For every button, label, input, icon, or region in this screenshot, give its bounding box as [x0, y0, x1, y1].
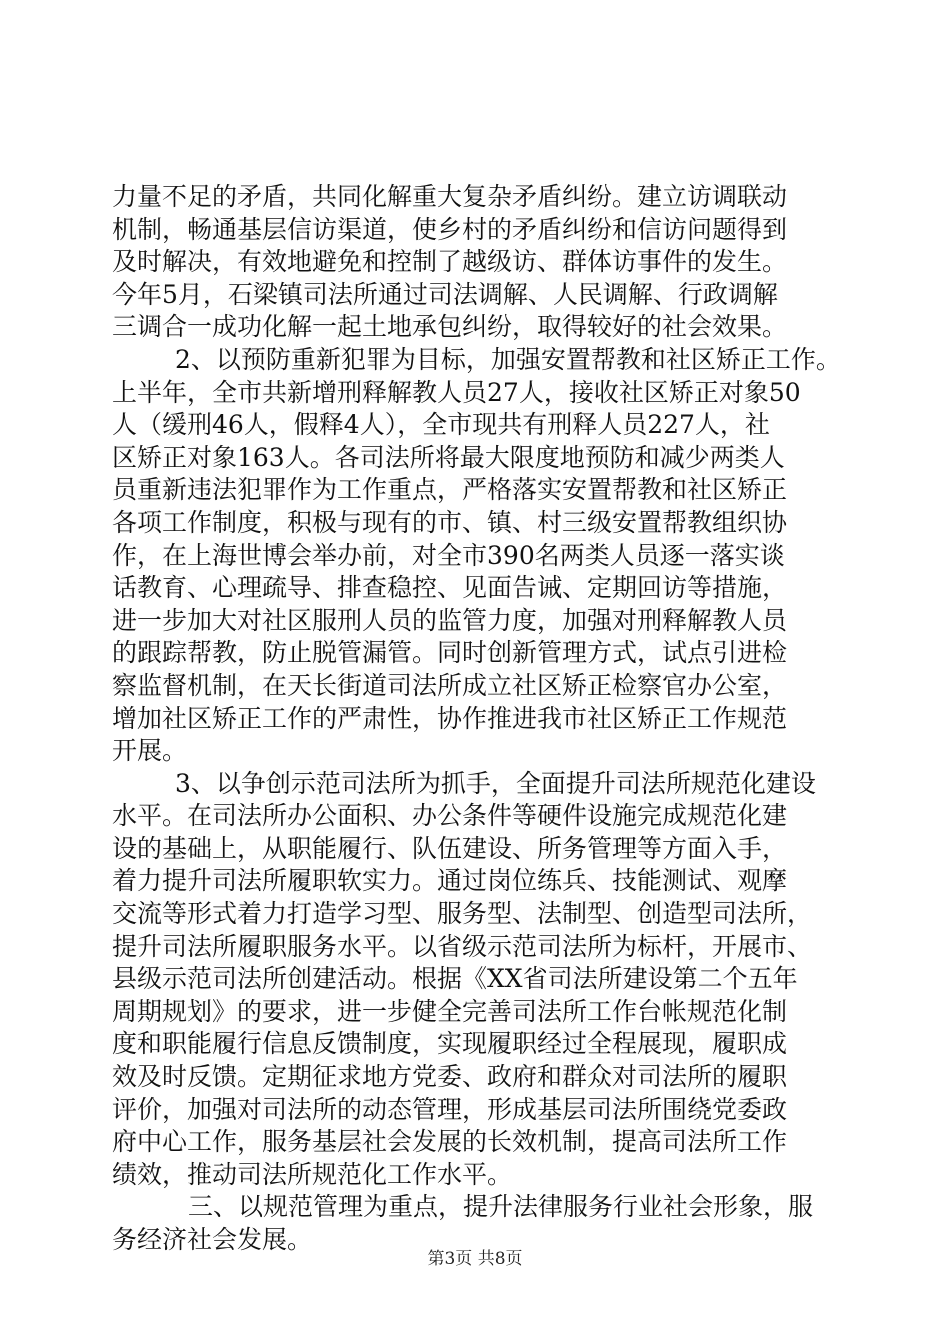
page-number-footer: 第3页 共8页 [427, 1249, 523, 1269]
text-line: 的跟踪帮教，防止脱管漏管。同时创新管理方式，试点引进检 [112, 638, 788, 668]
document-body [112, 181, 852, 1257]
text-line: 增加社区矫正工作的严肃性，协作推进我市社区矫正工作规范 [112, 703, 788, 733]
text-line: 及时解决，有效地避免和控制了越级访、群体访事件的发生。 [112, 247, 788, 277]
text-line: 效及时反馈。定期征求地方党委、政府和群众对司法所的履职 [112, 1062, 788, 1092]
text-line: 开展。 [112, 736, 188, 766]
text-line: 作，在上海世博会举办前，对全市390名两类人员逐一落实谈 [112, 540, 785, 570]
text-line: 员重新违法犯罪作为工作重点，严格落实安置帮教和社区矫正 [112, 475, 788, 505]
text-line: 察监督机制，在天长街道司法所成立社区矫正检察官办公室， [112, 670, 788, 700]
text-line: 上半年，全市共新增刑释解教人员27人，接收社区矫正对象50 [112, 377, 801, 407]
text-line: 三调合一成功化解一起土地承包纠纷，取得较好的社会效果。 [112, 312, 788, 342]
section-heading: 三、以规范管理为重点，提升法律服务行业社会形象，服 [188, 1192, 814, 1222]
text-line: 提升司法所履职服务水平。以省级示范司法所为标杆，开展市、 [112, 931, 813, 961]
text-line: 今年5月，石梁镇司法所通过司法调解、人民调解、行政调解 [112, 279, 778, 309]
text-line: 县级示范司法所创建活动。根据《XX省司法所建设第二个五年 [112, 964, 798, 994]
paragraph-heading-2: 2、以预防重新犯罪为目标，加强安置帮教和社区矫正工作。 [175, 344, 841, 374]
text-line: 绩效，推动司法所规范化工作水平。 [112, 1159, 513, 1189]
paragraph-heading-3: 3、以争创示范司法所为抓手，全面提升司法所规范化建设 [175, 768, 816, 798]
text-line: 水平。在司法所办公面积、办公条件等硬件设施完成规范化建 [112, 801, 788, 831]
text-line: 力量不足的矛盾，共同化解重大复杂矛盾纠纷。建立访调联动 [112, 182, 788, 211]
text-line: 度和职能履行信息反馈制度，实现履职经过全程展现，履职成 [112, 1029, 788, 1059]
text-line: 话教育、心理疏导、排查稳控、见面告诫、定期回访等措施， [112, 573, 788, 603]
text-line: 设的基础上，从职能履行、队伍建设、所务管理等方面入手， [112, 833, 788, 863]
text-line: 区矫正对象163人。各司法所将最大限度地预防和减少两类人 [112, 442, 785, 472]
text-line: 府中心工作，服务基层社会发展的长效机制，提高司法所工作 [112, 1127, 788, 1157]
text-line: 周期规划》的要求，进一步健全完善司法所工作台帐规范化制 [112, 996, 788, 1026]
text-line: 各项工作制度，积极与现有的市、镇、村三级安置帮教组织协 [112, 507, 788, 537]
text-line: 评价，加强对司法所的动态管理，形成基层司法所围绕党委政 [112, 1094, 788, 1124]
text-line: 进一步加大对社区服刑人员的监管力度，加强对刑释解教人员 [112, 605, 788, 635]
text-line: 人（缓刑46人，假释4人），全市现共有刑释人员227人，社 [112, 410, 770, 440]
text-line: 着力提升司法所履职软实力。通过岗位练兵、技能测试、观摩 [112, 866, 788, 896]
text-line: 务经济社会发展。 [112, 1225, 313, 1254]
text-line: 交流等形式着力打造学习型、服务型、法制型、创造型司法所， [112, 899, 813, 929]
text-line: 机制，畅通基层信访渠道，使乡村的矛盾纠纷和信访问题得到 [112, 214, 788, 244]
